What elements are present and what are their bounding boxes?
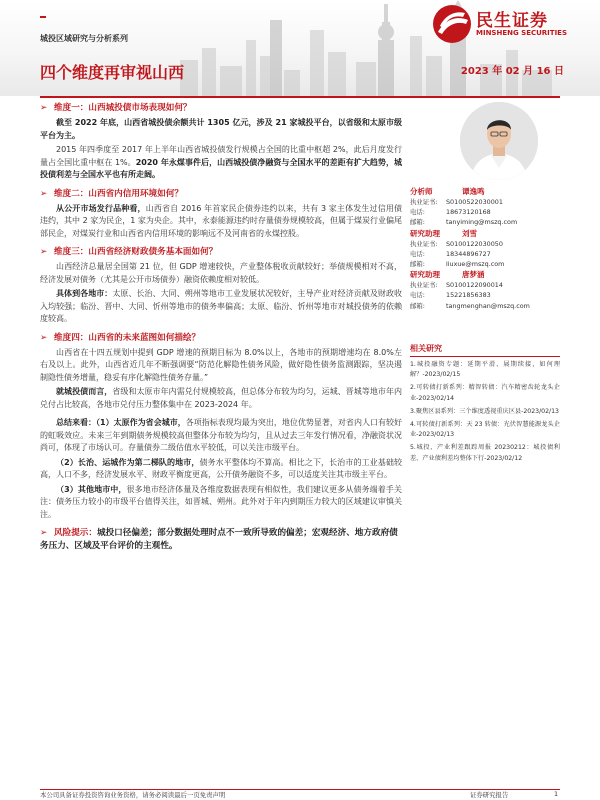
section-2-paragraph: 从公开市场发行品种看，山西省自 2016 年首家民企债券违约以来，共有 3 家主体发生过信用债违约，其中 2 家为民企，1 家为央企。其中，永泰能源违约时存量债券规模较高，但属于煤炭行业偏尾部民企，对煤炭行业和山西省内信用环境的影响远不及河南省的永煤控股。	[40, 203, 403, 238]
conclusion-paragraph-1: 总结来看：（1）太原作为省会城市，各项指标表现均最为突出，地位优势显著，对省内人口有较好的虹吸效应。未来三年到期债务规模较高但整体分布较为均匀，且从过去三年发行情况看，净融资状况尚可，体现了市场认可。存量债券二级估值水平较低，可以关注市级平台。	[40, 418, 402, 452]
related-research-link[interactable]: 3.聚焦区县系列：三个维度透视重庆区县-2023/02/13	[410, 407, 559, 415]
arrow-bullet-icon: ➢	[40, 247, 48, 257]
related-research-link[interactable]: 4.可转债打新系列：天 23 转债：光伏智慧能源龙头企业-2023/02/13	[410, 421, 560, 439]
related-research-heading: 相关研究	[410, 343, 560, 357]
arrow-bullet-icon: ➢	[40, 528, 48, 538]
arrow-bullet-icon: ➢	[40, 188, 48, 199]
series-accent-mark	[40, 16, 46, 18]
analyst-role: 分析师	[410, 187, 433, 196]
analyst-email[interactable]: tangmenghan@mszq.com	[446, 301, 530, 310]
analyst-phone: 15221856383	[446, 291, 491, 300]
section-heading-1: ➢ 维度一：山西城投债市场表现如何？	[40, 103, 192, 113]
report-header	[0, 0, 600, 96]
analyst-card: 研究助理 刘雪 执业证书: S0100122030050 电话: 18344896727 邮箱: liuxue@mszq.com	[410, 228, 505, 269]
minsheng-logo	[432, 4, 592, 44]
footer-report-type: 证券研究报告	[470, 791, 509, 799]
related-research-link[interactable]: 5.城投、产业利差跟踪周报 20230212：城投债利差、产业债利差均整体下行-2023/02/12	[410, 444, 560, 462]
risk-warning: ➢ 风险提示：城投口径偏差；部分数据处理时点不一致所导致的偏差；宏观经济、地方政府债务压力、区域及平台评价的主观性。	[40, 528, 398, 551]
report-date: 2023 年 02 月 16 日	[460, 66, 564, 77]
analyst-photo	[460, 102, 538, 180]
analyst-phone: 18673120168	[446, 208, 491, 217]
minsheng-logo-mark-icon	[432, 4, 472, 44]
related-research-link[interactable]: 1.城投融资专题：延期平滑、展期续接，如何理解？-2023/02/15	[410, 361, 560, 379]
report-title: 四个维度再审视山西	[40, 63, 185, 82]
analyst-cert: S0100122030050	[446, 239, 503, 248]
series-name: 城投区域研究与分析系列	[40, 34, 128, 43]
logo-chinese-name: 民生证券	[476, 11, 548, 31]
section-3-paragraph-1: 山西经济总量居全国第 21 位，但 GDP 增速较快，产业整体税收贡献较好；举债规模相对不高，经济发展对债务（尤其是公开市场债券）融资依赖度相对较低。	[40, 262, 402, 284]
analyst-role: 研究助理	[410, 270, 440, 280]
page-number: 1	[554, 790, 559, 798]
analyst-cert: S0100122090014	[446, 281, 503, 290]
section-3-paragraph-2: 具体到各地市：太原、长治、大同、朔州等地市工业发展状况较好，主导产业对经济贡献及财政收入均较强；临汾、晋中、大同、忻州等地市的债务率偏高；太原、临汾、忻州等地市对城投债务的依赖度较高。	[40, 289, 403, 323]
analyst-phone: 18344896727	[446, 249, 491, 258]
report-summary	[40, 102, 402, 555]
analyst-email[interactable]: liuxue@mszq.com	[446, 260, 505, 269]
footer-disclaimer: 本公司具备证券投资咨询业务资格，请务必阅读最后一页免责声明	[40, 791, 226, 799]
section-1-lead: 截至 2022 年底，山西省城投债余额共计 1305 亿元，涉及 21 家城投平台，以省级和太原市级平台为主。	[40, 118, 402, 140]
section-heading-3: ➢ 维度三：山西省经济财政债务基本面如何？	[40, 247, 218, 257]
analyst-name: 唐梦涵	[462, 270, 485, 280]
related-research	[410, 343, 560, 467]
logo-english-name: MINSHENG SECURITIES	[476, 29, 567, 37]
section-heading-4: ➢ 维度四：山西省的未来蓝图如何描绘？	[40, 332, 201, 343]
header-divider	[40, 96, 560, 98]
analyst-portrait-icon	[460, 102, 538, 180]
arrow-bullet-icon: ➢	[40, 332, 48, 343]
analyst-cert: S0100522030001	[446, 198, 503, 206]
section-1-paragraph: 2015 年四季度至 2017 年上半年山西省城投债发行规模占全国的比重中枢超 2%，此后月度发行量占全国比重中枢在 1%。2020 年永煤事件后，山西城投债净融资与全国水平的差距有扩大趋势，城投债利差与全国水平也有所走阔。	[40, 145, 402, 179]
section-4-paragraph-2: 就城投债而言，省级和太原市年内需兑付规模较高，但总体分布较为均匀，运城、晋城等地市年内兑付占比较高，各地市兑付压力整体集中在 2023-2024 年。	[40, 387, 403, 409]
analyst-name: 谭逸鸣	[462, 187, 485, 196]
conclusion-paragraph-2: （2）长治、运城作为第二梯队的地市，债务水平整体均不算高。相比之下，长治市的工业基础较高，人口不多，经济发展水平、财政平衡度更高，公开债务融资不多，可以适度关注其市级主平台。	[40, 457, 402, 479]
section-4-paragraph-1: 山西省在十四五规划中提到 GDP 增速的预期目标为 8.0%以上，各地市的预期增速均在 8.0%左右及以上。此外，山西省近几年不断强调要“防范化解隐性债务风险，做好隐性债务监测跟踪，坚决遏制隐性债务增量，稳妥有序化解隐性债务存量。”	[40, 347, 402, 382]
arrow-bullet-icon: ➢	[40, 103, 48, 113]
analyst-name: 刘雪	[462, 228, 477, 238]
related-research-link[interactable]: 2.可转债打新系列：精智转债：汽车精密齿轮龙头企业-2023/02/14	[410, 384, 560, 402]
analyst-card: 研究助理 唐梦涵 执业证书: S0100122090014 电话: 15221856383 邮箱: tangmenghan@mszq.com	[410, 270, 530, 310]
analyst-role: 研究助理	[410, 228, 440, 238]
analyst-email[interactable]: tanyiming@mszq.com	[446, 218, 518, 227]
analyst-list	[410, 186, 560, 311]
section-heading-2: ➢ 维度二：山西省内信用环境如何？	[40, 188, 183, 199]
analyst-card: 分析师 谭逸鸣 执业证书: S0100522030001 电话: 18673120168 邮箱: tanyiming@mszq.com	[410, 187, 518, 227]
conclusion-paragraph-3: （3）其他地市中，很多地市经济体量及各维度数据表现有相似性，我们建议更多从债务端着手关注：债务压力较小的市级平台值得关注，如晋城、朔州。此外对于年内到期压力较大的区域建议审慎关注。	[40, 484, 402, 519]
